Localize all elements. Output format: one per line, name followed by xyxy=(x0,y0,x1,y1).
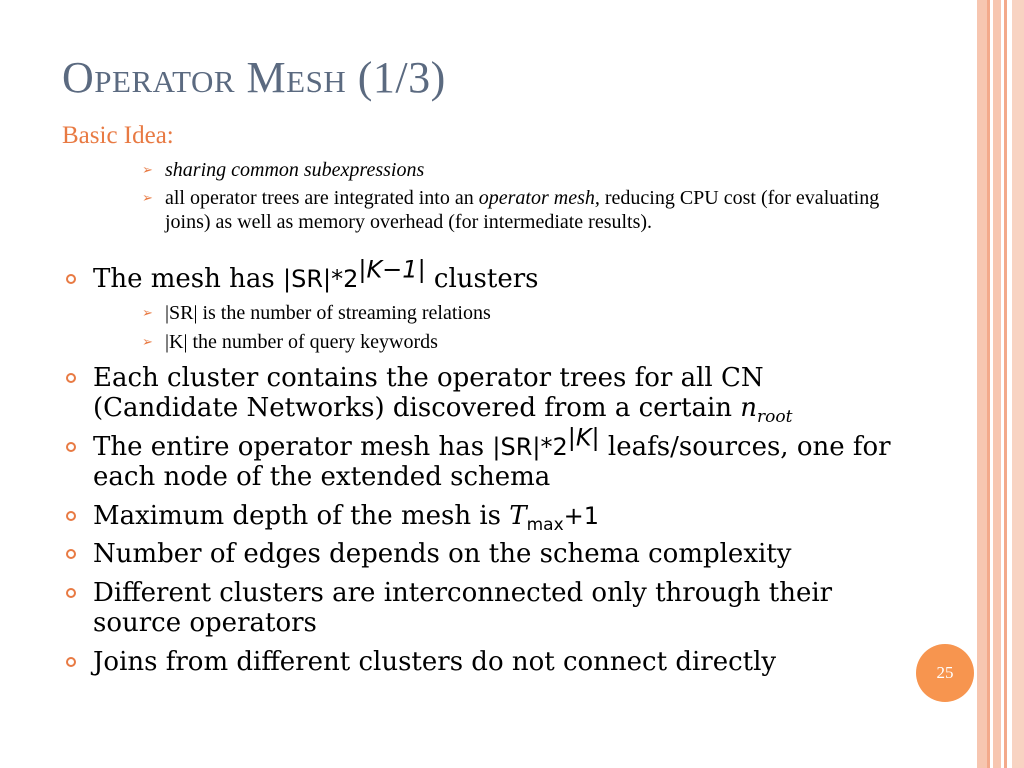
text-fragment: The entire operator mesh has xyxy=(93,432,493,462)
bullet-text xyxy=(93,501,906,540)
bullet-text xyxy=(93,255,946,294)
decor-stripe xyxy=(993,0,1001,768)
formula: |SR|*2 xyxy=(492,433,568,461)
arrow-bullet-icon: ➢ xyxy=(142,190,153,205)
bullet-text: |SR| is the number of streaming relations xyxy=(165,302,491,324)
bullet-text: Joins from different clusters do not connect directly xyxy=(93,647,777,677)
math-subscript: max xyxy=(526,515,564,536)
main-bullet xyxy=(66,539,906,569)
main-bullet xyxy=(66,423,906,492)
bullet-text: Number of edges depends on the schema complexity xyxy=(93,539,792,569)
circle-bullet-icon xyxy=(66,588,76,598)
arrow-bullet-icon: ➢ xyxy=(142,334,153,349)
formula-exponent: |K−1| xyxy=(358,255,426,284)
main-bullet xyxy=(66,647,906,677)
arrow-bullet-icon: ➢ xyxy=(142,162,153,177)
decor-stripe xyxy=(987,0,990,768)
text-fragment: Each cluster contains the operator trees for all CN (Candidate Networks) discovered from a certain xyxy=(93,363,764,423)
text-fragment: reducing CPU cost (for evaluating joins) as well as memory overhead (for intermediate results). xyxy=(165,187,880,233)
circle-bullet-icon xyxy=(66,657,76,667)
main-bullet xyxy=(66,255,946,294)
sub-bullet xyxy=(142,301,882,325)
sub-bullet xyxy=(142,158,882,182)
circle-bullet-icon xyxy=(66,549,76,559)
circle-bullet-icon xyxy=(66,274,76,284)
formula: |SR|*2 xyxy=(283,265,359,293)
math-variable: n xyxy=(740,393,758,423)
main-bullet xyxy=(66,501,906,540)
circle-bullet-icon xyxy=(66,442,76,452)
math-subscript: root xyxy=(757,407,793,428)
sub-bullet xyxy=(142,186,882,234)
page-number-badge: 25 xyxy=(916,644,974,702)
sub-bullet xyxy=(142,330,882,354)
bullet-text: sharing common subexpressions xyxy=(165,159,425,181)
basic-idea-heading: Basic Idea: xyxy=(62,122,174,149)
text-fragment: The mesh has xyxy=(93,264,283,294)
main-bullet xyxy=(66,363,906,432)
circle-bullet-icon xyxy=(66,511,76,521)
text-fragment: all operator trees are integrated into an xyxy=(165,187,479,209)
bullet-text: |K| the number of query keywords xyxy=(165,331,438,353)
text-fragment: +1 xyxy=(563,502,600,530)
main-bullet xyxy=(66,578,856,638)
bullet-text xyxy=(93,423,906,492)
bullet-text xyxy=(165,186,882,234)
arrow-bullet-icon: ➢ xyxy=(142,305,153,320)
text-fragment: leafs/sources, one for each node of the extended schema xyxy=(93,432,891,492)
text-fragment: Maximum depth of the mesh is xyxy=(93,501,510,531)
formula-exponent: |K| xyxy=(567,423,600,452)
decor-stripe xyxy=(1004,0,1007,768)
circle-bullet-icon xyxy=(66,373,76,383)
bullet-text: Different clusters are interconnected only through their source operators xyxy=(93,578,833,638)
emphasis-text: operator mesh, xyxy=(478,187,600,209)
bullet-text xyxy=(93,363,906,432)
math-variable: T xyxy=(509,501,527,531)
slide-title: Operator Mesh (1/3) xyxy=(62,53,446,102)
decor-stripe xyxy=(977,0,987,768)
text-fragment: clusters xyxy=(425,264,539,294)
decor-stripe xyxy=(1012,0,1024,768)
